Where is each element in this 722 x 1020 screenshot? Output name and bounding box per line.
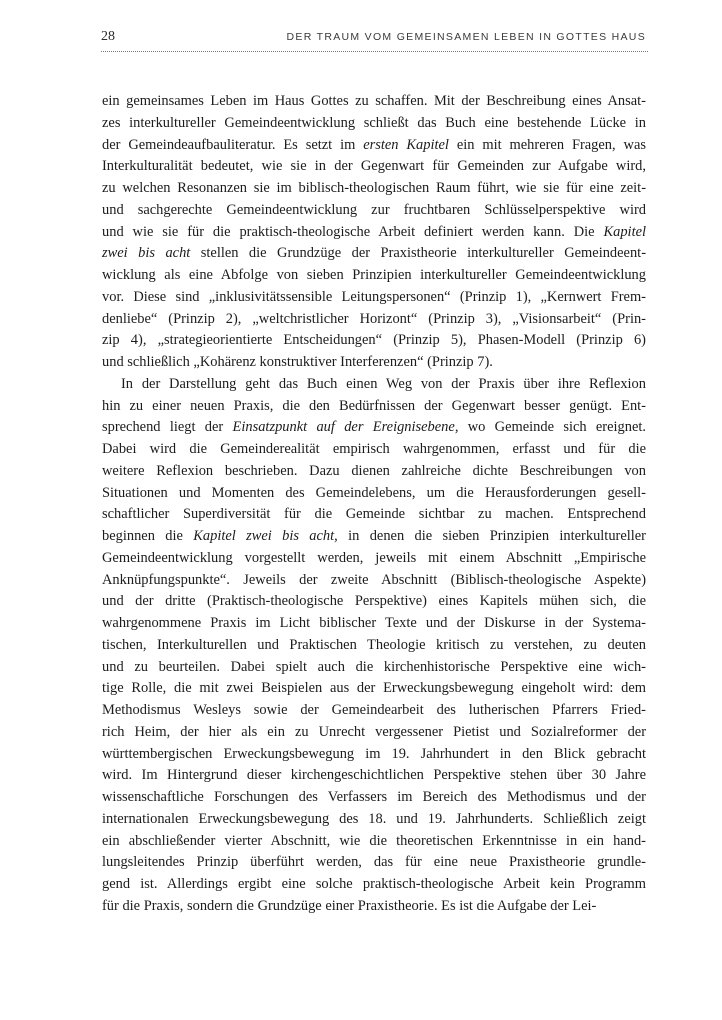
- text-run: rich Heim, der hier als ein zu Unrecht vergessener Pietist und Sozialreformer der: [102, 723, 646, 740]
- text-line: [102, 874, 646, 896]
- text-run: wahrgenommene Praxis im Licht biblischer Texte und der Diskurse in der Systema-: [102, 615, 646, 631]
- italic-phrase: Kapitel zwei bis acht: [193, 528, 335, 544]
- text-line: [102, 765, 646, 787]
- text-run: ein mit mehreren Fragen, was: [448, 136, 646, 153]
- text-line: [102, 330, 646, 352]
- dotted-header-rule: [101, 51, 648, 52]
- text-line: [102, 439, 646, 461]
- page-number: 28: [101, 29, 115, 44]
- text-run: zip 4), „strategieorientierte Entscheidungen“ (Prinzip 5), Phasen-Modell (Prinzip 6): [102, 332, 646, 349]
- text-line: [102, 678, 646, 700]
- text-run: zu welchen Resonanzen sie im biblisch-theologischen Raum führt, wie sie für eine zeit-: [102, 180, 646, 196]
- text-run: Gemeindeentwicklung vorgestellt werden, jeweils mit einem Abschnitt „Empirische: [102, 549, 646, 566]
- text-run: zes interkultureller Gemeindeentwicklung schließt das Buch eine bestehende Lücke in: [102, 114, 646, 131]
- text-line: [102, 852, 646, 874]
- text-run: tischen, Interkulturellen und Praktischen Theologie kritisch zu verstehen, zu deuten: [102, 636, 646, 653]
- text-line: [102, 700, 646, 722]
- text-run: weitere Reflexion beschrieben. Dazu dienen zahlreiche dichte Beschreibungen von: [102, 462, 646, 479]
- text-line: [102, 657, 646, 679]
- text-line: [102, 526, 646, 548]
- text-run: , in denen die sieben Prinzipien interkultureller: [334, 528, 646, 544]
- text-line: [102, 222, 646, 244]
- text-run: und schließlich „Kohärenz konstruktiver Interferenzen“ (Prinzip 7).: [102, 354, 493, 370]
- text-line: [102, 396, 646, 418]
- text-line: [102, 374, 646, 396]
- text-run: , wo Gemeinde sich ereignet.: [454, 419, 646, 436]
- text-line: [102, 352, 646, 374]
- text-run: und sachgerechte Gemeindeentwicklung zur fruchtbaren Schlüsselperspektive wird: [102, 201, 646, 218]
- text-line: [102, 787, 646, 809]
- text-run: lungsleitendes Prinzip überführt werden, das für eine neue Praxistheorie grundle-: [102, 854, 646, 871]
- text-line: [102, 744, 646, 766]
- text-line: [102, 570, 646, 592]
- text-run: für die Praxis, sondern die Grundzüge einer Praxistheorie. Es ist die Aufgabe der Lei-: [102, 897, 597, 914]
- italic-phrase: zwei bis acht: [102, 245, 191, 262]
- text-run: wissenschaftliche Forschungen des Verfassers im Bereich des Methodismus und der: [102, 789, 646, 805]
- running-title: DER TRAUM VOM GEMEINSAMEN LEBEN IN GOTTES HAUS: [286, 31, 646, 43]
- text-run: gend ist. Allerdings ergibt eine solche praktisch-theologische Arbeit kein Programm: [102, 876, 646, 892]
- text-line: [102, 613, 646, 635]
- text-line: [102, 135, 646, 157]
- running-head: [101, 29, 649, 51]
- text-line: [102, 243, 646, 265]
- text-line: [102, 461, 646, 483]
- text-run: der Gemeindeaufbauliteratur. Es setzt im: [102, 136, 364, 153]
- text-run: Anknüpfungspunkte“. Jeweils der zweite Abschnitt (Biblisch-theologische Aspekte): [102, 571, 646, 588]
- text-run: internationalen Erweckungsbewegung des 18. und 19. Jahrhunderts. Schließlich zeigt: [102, 810, 646, 827]
- text-line: [102, 265, 646, 287]
- italic-phrase: Kapitel: [603, 223, 646, 240]
- text-line: [102, 591, 646, 613]
- text-run: sprechend liegt der: [102, 419, 233, 436]
- text-run: Situationen und Momenten des Gemeindelebens, um die Herausforderungen gesell-: [102, 484, 646, 501]
- text-line: [102, 548, 646, 570]
- text-run: und wie sie für die praktisch-theologische Arbeit definiert werden kann. Die: [102, 223, 604, 240]
- text-run: und zu beurteilen. Dabei spielt auch die kirchenhistorische Perspektive eine wich-: [102, 658, 646, 675]
- text-run: beginnen die: [102, 528, 194, 544]
- text-line: [102, 113, 646, 135]
- text-run: stellen die Grundzüge der Praxistheorie interkultureller Gemeindeent-: [190, 245, 647, 262]
- text-run: In der Darstellung geht das Buch einen Weg von der Praxis über ihre Reflexion: [121, 375, 646, 392]
- text-line: [102, 287, 646, 309]
- text-line: [102, 504, 646, 526]
- text-run: schaftlicher Superdiversität für die Gemeinde sichtbar zu machen. Entsprechend: [102, 506, 646, 523]
- text-line: [102, 309, 646, 331]
- text-run: hin zu einer neuen Praxis, die den Bedürfnissen der Gegenwart besser genügt. Ent-: [102, 397, 646, 414]
- text-line: [102, 831, 646, 853]
- text-run: wicklung als eine Abfolge von sieben Prinzipien interkultureller Gemeindeentwicklung: [102, 267, 646, 283]
- text-run: ein abschließender vierter Abschnitt, wie die theoretischen Erkenntnisse in ein hand-: [102, 832, 646, 849]
- text-line: [102, 156, 646, 178]
- text-run: tige Rolle, die mit zwei Beispielen aus der Erweckungsbewegung eingeholt wird: dem: [102, 680, 646, 697]
- text-line: [102, 635, 646, 657]
- text-line: [102, 200, 646, 222]
- text-run: wird. Im Hintergrund dieser kirchengeschichtlichen Perspektive stehen über 30 Jahre: [102, 767, 646, 784]
- body-text: [102, 91, 646, 918]
- text-line: [102, 896, 646, 918]
- italic-phrase: ersten Kapitel: [363, 136, 449, 153]
- text-run: württembergischen Erweckungsbewegung im 19. Jahrhundert in den Blick gebracht: [102, 745, 646, 762]
- italic-phrase: Einsatzpunkt auf der Ereignisebene: [232, 419, 455, 436]
- text-line: [102, 417, 646, 439]
- text-line: [102, 722, 646, 744]
- text-run: Methodismus Wesleys sowie der Gemeindearbeit des lutherischen Pfarrers Fried-: [102, 702, 646, 718]
- text-run: ein gemeinsames Leben im Haus Gottes zu schaffen. Mit der Beschreibung eines Ansat-: [102, 93, 646, 109]
- text-run: vor. Diese sind „inklusivitätssensible Leitungspersonen“ (Prinzip 1), „Kernwert Frem-: [102, 288, 646, 305]
- text-line: [102, 483, 646, 505]
- text-run: Dabei wird die Gemeinderealität empirisch wahrgenommen, erfasst und für die: [102, 441, 646, 457]
- text-line: [102, 809, 646, 831]
- text-run: und der dritte (Praktisch-theologische Perspektive) eines Kapitels mühen sich, die: [102, 593, 646, 610]
- text-line: [102, 91, 646, 113]
- text-line: [102, 178, 646, 200]
- text-run: denliebe“ (Prinzip 2), „weltchristlicher Horizont“ (Prinzip 3), „Visionsarbeit“ (Prin-: [102, 310, 646, 327]
- text-run: Interkulturalität bedeutet, wie sie in der Gegenwart für Gemeinden zur Aufgabe wird,: [102, 158, 646, 175]
